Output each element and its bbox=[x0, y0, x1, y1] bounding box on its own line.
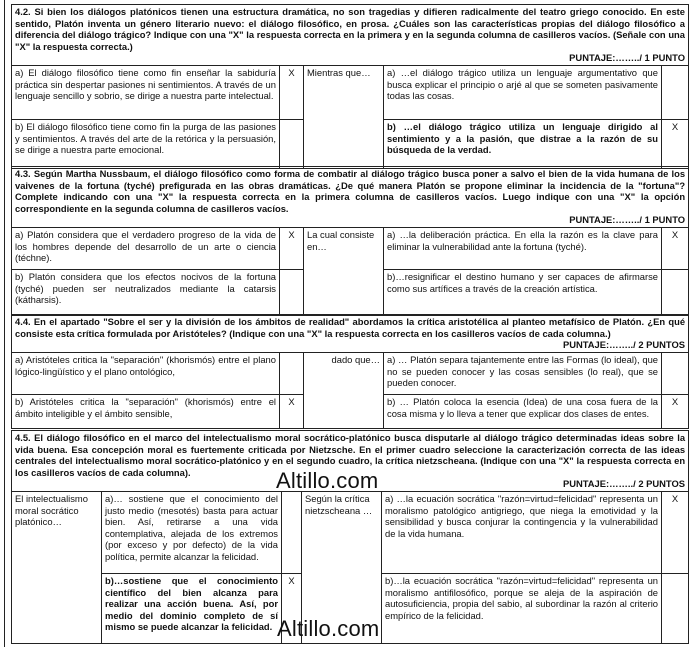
answer-box-b-left[interactable] bbox=[280, 269, 304, 315]
question-4-5-points: PUNTAJE:……../ 2 PUNTOS bbox=[562, 478, 686, 490]
left-margin-rule bbox=[4, 0, 5, 647]
row-label: El intelectualismo moral socrático platónico… bbox=[12, 491, 102, 643]
answer-box-a-right[interactable]: X bbox=[662, 491, 689, 573]
question-4-3-points: PUNTAJE:……../ 1 PUNTO bbox=[569, 214, 686, 226]
question-4-2-header bbox=[12, 5, 689, 66]
option-a-left: a) Aristóteles critica la "separación" (khorismós) entre el plano lógico-lingüístico y el plano ontológico, bbox=[12, 353, 280, 395]
answer-box-a-left[interactable] bbox=[282, 491, 302, 573]
answer-box-a-left[interactable] bbox=[280, 353, 304, 395]
option-a-left: a)… sostiene que el conocimiento del justo medio (mesotés) basta para actuar bien. Así, retirarse a una vida contemplativa, alejada de los extremos (por exceso y por defecto) de la vida política, permite alcanzar la felicidad. bbox=[102, 491, 282, 573]
question-4-2-points: PUNTAJE:……../ 1 PUNTO bbox=[569, 52, 685, 64]
option-b-right: b)…la ecuación socrática "razón=virtud=felicidad" representa un moralismo antifilosófico, porque se aleja de la aspiración de autosuficiencia, propia del sabio, al subordinar la razón al criterio empírico de la felicidad. bbox=[382, 573, 662, 643]
option-a-right: a) …la deliberación práctica. En ella la razón es la clave para eliminar la vulnerabilidad ante la fortuna (tyché). bbox=[384, 227, 662, 269]
option-b-left: b) Aristóteles critica la "separación" (khorismós) entre el ámbito inteligible y el ámbito sensible, bbox=[12, 395, 280, 429]
connector-label: Mientras que… bbox=[304, 65, 384, 168]
option-b-left: b) Platón considera que los efectos nocivos de la fortuna (tyché) pueden ser neutralizados mediante la catarsis (kátharsis). bbox=[12, 269, 280, 315]
answer-box-a-right[interactable] bbox=[662, 65, 689, 119]
option-a-right: a) …el diálogo trágico utiliza un lenguaje argumentativo que busca explicar el principio o arjé al que se someten pasivamente todas las cosas. bbox=[384, 65, 662, 119]
question-4-4-points: PUNTAJE:……../ 2 PUNTOS bbox=[562, 339, 686, 351]
option-b-left: b) El diálogo filosófico tiene como fin la purga de las pasiones y sentimientos. A través del arte de la retórica y la persuasión, se dirige a nuestra parte emocional. bbox=[12, 119, 280, 168]
connector-label: Según la crítica nietzscheana … bbox=[302, 491, 382, 643]
answer-box-b-right[interactable] bbox=[662, 269, 689, 315]
answer-box-a-left[interactable]: X bbox=[280, 65, 304, 119]
connector-label: La cual consiste en… bbox=[304, 227, 384, 315]
option-b-left: b)…sostiene que el conocimiento científico del bien alcanza para realizar una acción buena. Así, por medio del dominio completo de sí mismo se puede alcanzar la felicidad. bbox=[102, 573, 282, 643]
question-4-2-text: 4.2. Si bien los diálogos platónicos tienen una estructura dramática, no son tragedias y difieren radicalmente del teatro griego conocido. En este sentido, Platón inventa un género literario nuevo: el diálogo filosófico, en prosa. ¿Cuáles son las características propias del diálogo filosófico a diferencia del diálogo trágico? Indique con una "X" la respuesta correcta en la primera y en la segunda columna de casilleros vacíos. (Señale con una "X" la respuesta correcta.) bbox=[15, 6, 685, 52]
answer-box-a-right[interactable]: X bbox=[662, 227, 689, 269]
question-4-4-text: 4.4. En el apartado "Sobre el ser y la división de los ámbitos de realidad" abordamos la crítica aristotélica al planteo metafísico de Platón. ¿En qué consiste esta crítica formulada por Aristóteles? (Indique con una "X" la respuesta correcta en los casilleros vacíos de cada columna.) bbox=[15, 316, 686, 339]
answer-box-b-left[interactable]: X bbox=[280, 395, 304, 429]
answer-box-b-right[interactable]: X bbox=[662, 395, 689, 429]
question-4-5 bbox=[11, 430, 689, 644]
answer-box-a-left[interactable]: X bbox=[280, 227, 304, 269]
question-4-3-header bbox=[12, 167, 689, 228]
question-4-5-text: 4.5. El diálogo filosófico en el marco del intelectualismo moral socrático-platónico busca disputarle al diálogo trágico determinadas ideas sobre la vida buena. Esa concepción moral es fuertemente criticada por Nietzsche. En el primer cuadro seleccione la caracterización correcta de las ideas centrales del intelectualismo moral socrático-platónico y en el segundo cuadro, la crítica nietzscheana. (Indique con una "X" la respuesta correcta en los casilleros vacíos de cada columna). bbox=[15, 432, 686, 478]
answer-box-b-right[interactable]: X bbox=[662, 119, 689, 168]
answer-box-b-left[interactable] bbox=[280, 119, 304, 168]
answer-box-a-right[interactable] bbox=[662, 353, 689, 395]
option-b-right: b)…resignificar el destino humano y ser capaces de afirmarse como sus artífices a través de la creación artística. bbox=[384, 269, 662, 315]
question-4-3 bbox=[11, 166, 689, 316]
answer-box-b-right[interactable] bbox=[662, 573, 689, 643]
option-a-right: a) …la ecuación socrática "razón=virtud=felicidad" representa un moralismo patológico antigriego, que niega la emotividad y la sensibilidad y busca conjurar la contingencia y la vulnerabilidad de la vida humana. bbox=[382, 491, 662, 573]
option-b-right: b) …el diálogo trágico utiliza un lenguaje dirigido al sentimiento y a la pasión, que distrae a la razón de su búsqueda de la verdad. bbox=[384, 119, 662, 168]
question-4-2 bbox=[11, 4, 689, 169]
question-4-4 bbox=[11, 314, 689, 429]
option-a-left: a) El diálogo filosófico tiene como fin enseñar la sabiduría práctica sin despertar pasiones ni sentimientos. A través de un lenguaje sencillo y sobrio, se dirige a nuestra parte intelectual. bbox=[12, 65, 280, 119]
watermark-text: Altillo.com bbox=[277, 616, 380, 641]
option-a-left: a) Platón considera que el verdadero progreso de la vida de los hombres depende del desarrollo de un arte o ciencia (téchne). bbox=[12, 227, 280, 269]
answer-box-b-left[interactable]: X bbox=[282, 573, 302, 643]
question-4-4-header bbox=[12, 315, 689, 353]
question-4-3-text: 4.3. Según Martha Nussbaum, el diálogo filosófico como forma de combatir al diálogo trágico busca poner a salvo el bien de la vida humana de los vaivenes de la fortuna (tyché) prefigurada en las obras dramáticas. ¿De qué manera Platón se propone eliminar la incidencia de la "fortuna"? Complete indicando con una "X" la respuesta correcta en la primera columna de casilleros vacíos. Luego indique con una "X" la opción correspondiente en la segunda columna de casilleros vacíos. bbox=[15, 168, 686, 214]
option-a-right: a) … Platón separa tajantemente entre las Formas (lo ideal), que no se pueden conocer y las cosas sensibles (lo real), que se pueden conocer. bbox=[384, 353, 662, 395]
option-b-right: b) … Platón coloca la esencia (Idea) de una cosa fuera de la cosa misma y lo lleva a tener que explicar dos clases de entes. bbox=[384, 395, 662, 429]
connector-label: dado que… bbox=[304, 353, 384, 429]
watermark-text: Altillo.com bbox=[276, 468, 379, 493]
